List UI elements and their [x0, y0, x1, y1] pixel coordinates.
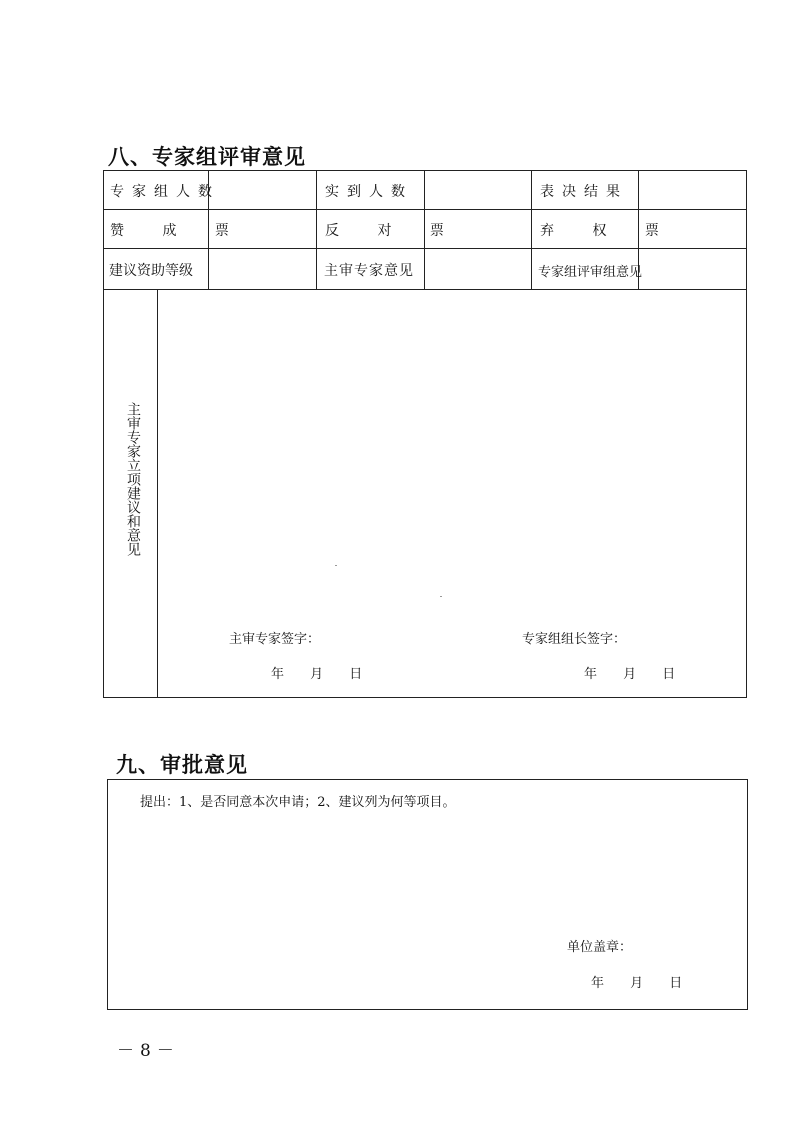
label-present-count: 实到人数	[325, 184, 413, 200]
row-divider	[103, 209, 747, 210]
label-abstentions: 弃 权 票	[540, 223, 667, 239]
label-funding-level: 建议资助等级	[109, 263, 193, 279]
label-votes-for: 赞 成 票	[110, 223, 237, 239]
column-divider	[531, 170, 532, 289]
field-present-count[interactable]	[428, 172, 529, 208]
row-divider	[103, 289, 747, 290]
date-right: 年 月 日	[584, 667, 676, 682]
field-funding-level[interactable]	[212, 250, 314, 287]
field-votes-for[interactable]	[212, 211, 314, 247]
scan-speck	[335, 565, 337, 566]
approval-prompt: 提出：1、是否同意本次申请；2、建议列为何等项目。	[140, 795, 456, 810]
field-lead-expert-opinion[interactable]	[428, 250, 529, 287]
opinion-text-area[interactable]	[162, 293, 744, 623]
opinion-label-divider	[157, 289, 158, 698]
section-8-heading: 八、专家组评审意见	[108, 145, 306, 169]
section-9-heading: 九、审批意见	[116, 753, 248, 777]
field-vote-result[interactable]	[642, 172, 745, 208]
date-left: 年 月 日	[271, 667, 363, 682]
row-divider	[103, 248, 747, 249]
field-expert-count[interactable]	[212, 172, 314, 208]
lead-expert-signature-label: 主审专家签字：	[229, 632, 321, 647]
approval-date: 年 月 日	[591, 976, 683, 991]
field-votes-against[interactable]	[428, 211, 529, 247]
field-abstentions[interactable]	[642, 211, 745, 247]
column-divider	[316, 170, 317, 289]
opinion-side-label: 主审专家立项建议和意见	[125, 402, 141, 556]
panel-leader-signature-label: 专家组组长签字：	[522, 632, 627, 647]
label-panel-opinion: 专家组评审组意见	[538, 264, 643, 280]
scan-speck	[440, 596, 442, 597]
label-lead-expert-opinion: 主审专家意见	[324, 263, 414, 279]
label-expert-count: 专家组人数	[110, 184, 220, 200]
label-vote-result: 表决结果	[540, 184, 628, 200]
unit-seal-label: 单位盖章：	[567, 940, 633, 955]
page-number: －8－	[117, 1041, 180, 1061]
label-votes-against: 反 对 票	[325, 223, 452, 239]
field-panel-opinion[interactable]	[642, 250, 745, 287]
